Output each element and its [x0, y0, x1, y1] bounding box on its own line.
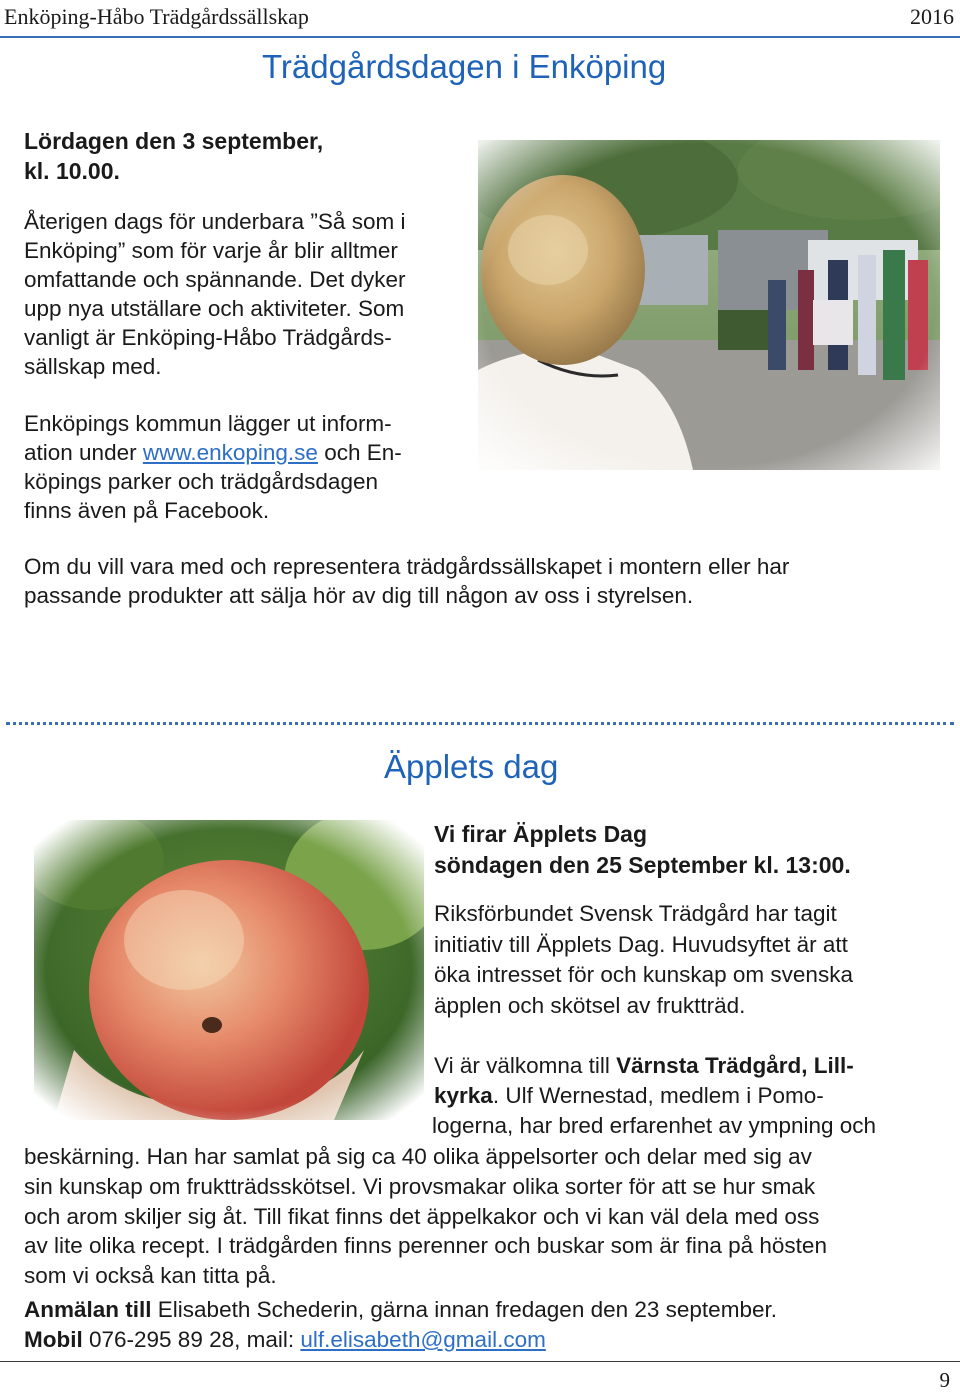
- closing-line: Om du vill vara med och representera trädgårdssällskapet i montern eller har: [24, 554, 790, 579]
- intro-line: Återigen dags för underbara ”Så som i: [24, 209, 406, 234]
- section-title-tradgardsdagen: Trädgårdsdagen i Enköping: [262, 48, 667, 85]
- venue-name: Värnsta Trädgård, Lill-: [616, 1053, 854, 1078]
- mobile-label: Mobil: [24, 1327, 83, 1352]
- welcome-line-1: [434, 1051, 854, 1081]
- header-year: 2016: [910, 4, 954, 29]
- apple-photo-illustration: [34, 820, 424, 1120]
- intro-line: sällskap med.: [24, 354, 162, 379]
- intro-paragraph: [24, 207, 406, 381]
- event-date: [24, 126, 323, 186]
- mobile-text: 076-295 89 28, mail:: [82, 1327, 301, 1352]
- section-divider: [6, 722, 954, 725]
- signup-text: Elisabeth Schederin, gärna innan fredagen den 23 september.: [151, 1297, 777, 1322]
- intro-line: vanligt är Enköping-Håbo Trädgårds-: [24, 325, 392, 350]
- para-line: initiativ till Äpplets Dag. Huvudsyftet är att: [434, 931, 848, 957]
- applets-dag-heading: [434, 819, 851, 881]
- info-paragraph: [24, 409, 402, 525]
- signup-label: Anmälan till: [24, 1297, 152, 1322]
- heading-line: söndagen den 25 September kl. 13:00.: [434, 852, 851, 878]
- header-publication-title: Enköping-Håbo Trädgårdssällskap: [4, 4, 309, 29]
- intro-line: Enköping” som för varje år blir alltmer: [24, 238, 398, 263]
- info-line: [24, 438, 402, 467]
- event-date-line: kl. 10.00.: [24, 158, 120, 184]
- heading-line: Vi firar Äpplets Dag: [434, 821, 648, 847]
- signup-line: [24, 1295, 777, 1325]
- beskarning-paragraph: [24, 1142, 827, 1291]
- info-line: finns även på Facebook.: [24, 498, 270, 523]
- info-line-text: ation under: [24, 440, 143, 465]
- para-line: äpplen och skötsel av fruktträd.: [434, 992, 746, 1018]
- info-line: köpings parker och trädgårdsdagen: [24, 469, 378, 494]
- closing-line: passande produkter att sälja hör av dig till någon av oss i styrelsen.: [24, 583, 694, 608]
- riksforbundet-paragraph: [434, 899, 853, 1021]
- intro-line: omfattande och spännande. Det dyker: [24, 267, 406, 292]
- para-line: öka intresset för och kunskap om svenska: [434, 962, 853, 987]
- market-photo: [478, 140, 940, 470]
- info-line: Enköpings kommun lägger ut inform-: [24, 411, 392, 436]
- section-title-applets-dag: Äpplets dag: [384, 748, 559, 785]
- intro-line: upp nya utställare och aktiviteter. Som: [24, 296, 405, 321]
- welcome-line-2: [434, 1081, 824, 1111]
- body-line: av lite olika recept. I trädgården finns perenner och buskar som är fina på hösten: [24, 1233, 827, 1259]
- footer-divider: [0, 1361, 960, 1362]
- info-line-text: och En-: [317, 440, 402, 465]
- header-divider: [0, 36, 960, 38]
- page-number: 9: [939, 1368, 950, 1392]
- body-line: sin kunskap om fruktträdsskötsel. Vi provsmakar olika sorter för att se hur smak: [24, 1173, 816, 1199]
- welcome-line-3: logerna, har bred erfarenhet av ympning och: [432, 1113, 877, 1138]
- contact-line: [24, 1325, 546, 1355]
- para-line: Riksförbundet Svensk Trädgård har tagit: [434, 901, 837, 926]
- body-line: beskärning. Han har samlat på sig ca 40 olika äppelsorter och delar med sig av: [24, 1144, 812, 1169]
- apple-photo: [34, 820, 424, 1120]
- closing-paragraph: [24, 552, 789, 610]
- market-photo-illustration: [478, 140, 940, 470]
- event-date-line: Lördagen den 3 september,: [24, 128, 324, 154]
- email-link[interactable]: ulf.elisabeth@gmail.com: [300, 1327, 546, 1352]
- body-line: och arom skiljer sig åt. Till fikat finns det äppelkakor och vi kan väl dela med oss: [24, 1203, 820, 1229]
- body-line: som vi också kan titta på.: [24, 1263, 277, 1289]
- venue-name: kyrka: [434, 1083, 493, 1108]
- enkoping-website-link[interactable]: www.enkoping.se: [142, 440, 318, 465]
- welcome-text: Vi är välkomna till: [434, 1053, 617, 1078]
- welcome-text: . Ulf Wernestad, medlem i Pomo-: [492, 1083, 824, 1108]
